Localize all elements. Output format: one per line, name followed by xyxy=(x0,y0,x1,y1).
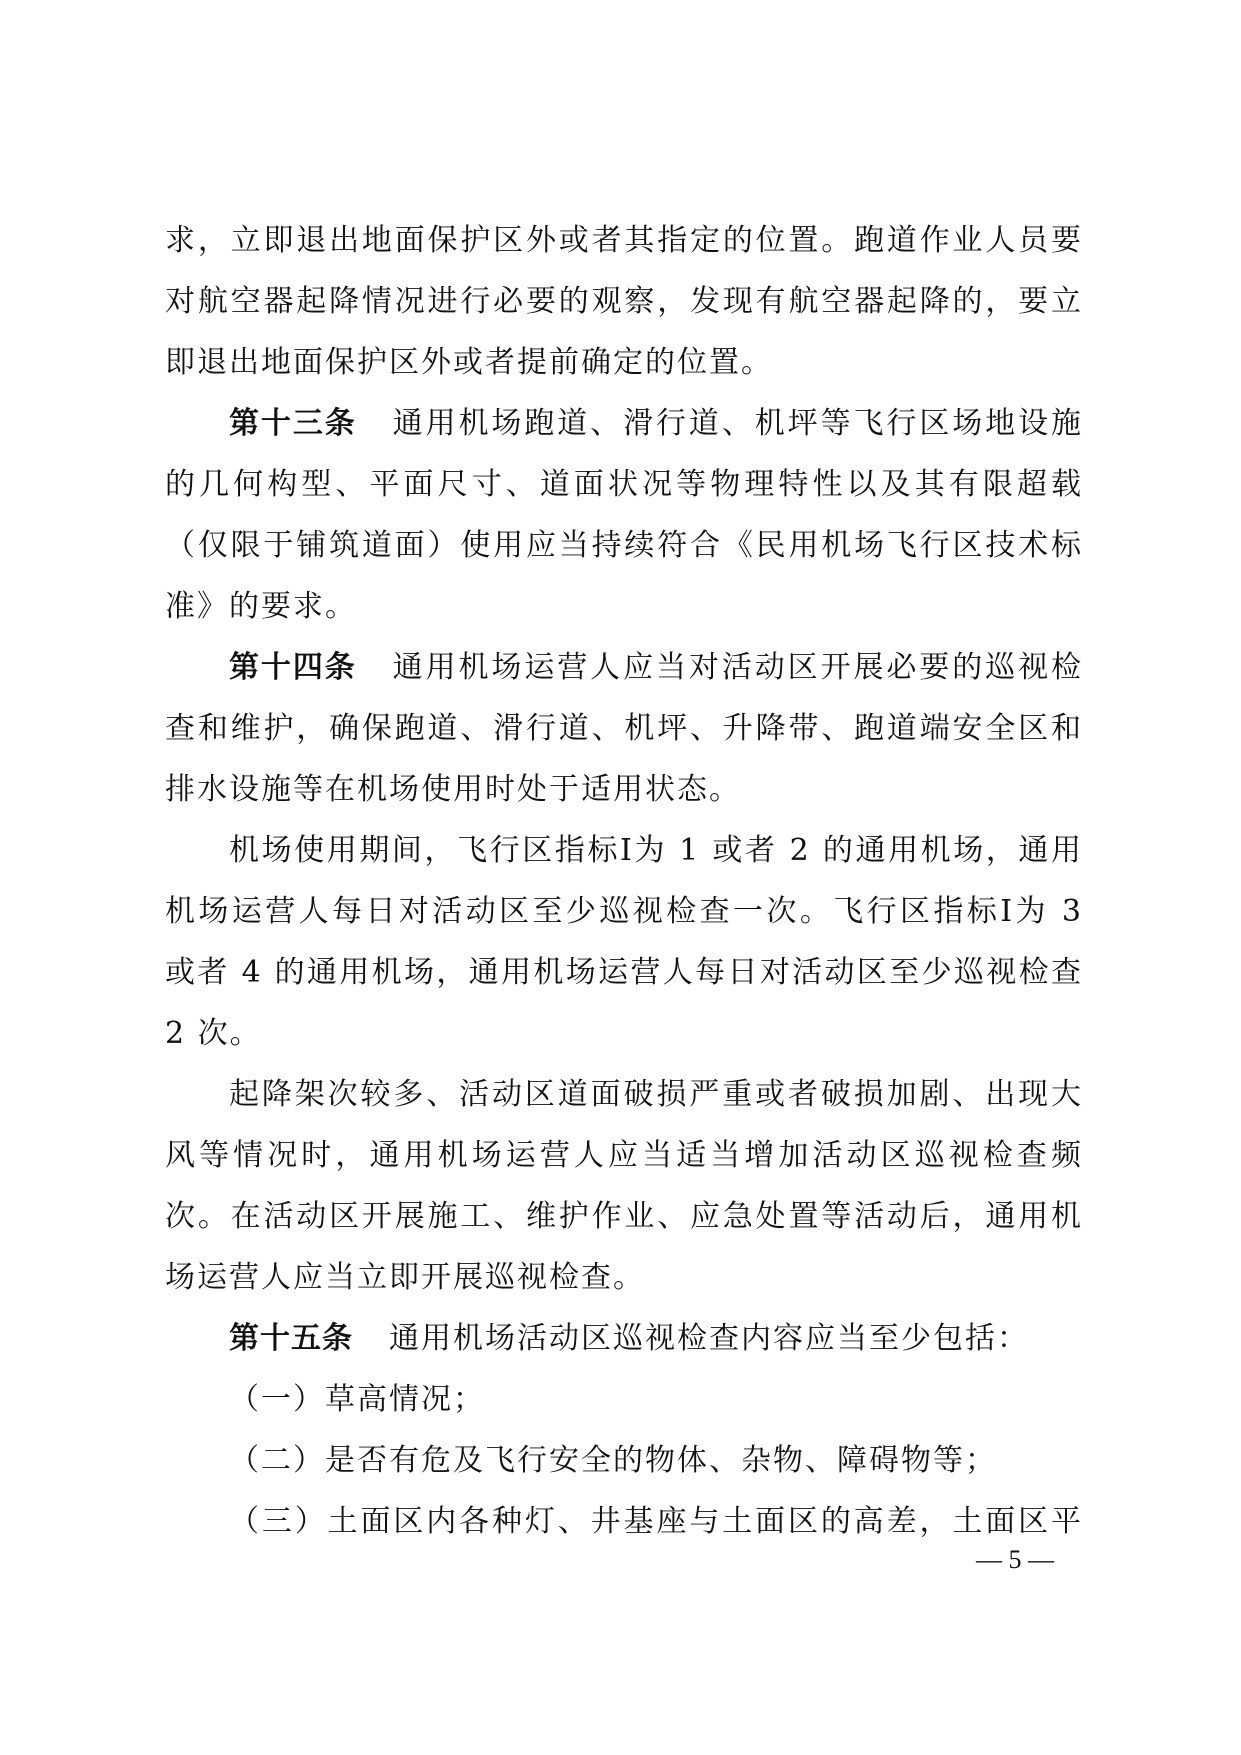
page-number: — 5 — xyxy=(976,1545,1054,1574)
article-14-heading: 第十四条 xyxy=(229,650,357,685)
text-segment: 通用机场运营人应当对活动区开展必要的巡视检 xyxy=(392,650,1084,685)
article-13-heading: 第十三条 xyxy=(229,406,357,441)
text-line: 排水设施等在机场使用时处于适用状态。 xyxy=(165,772,741,807)
list-item: （一）草高情况； xyxy=(229,1382,485,1417)
text-line: 风等情况时，通用机场运营人应当适当增加活动区巡视检查频 xyxy=(165,1138,1083,1173)
text-line: 求，立即退出地面保护区外或者其指定的位置。跑道作业人员要 xyxy=(165,223,1083,258)
text-line: 准》的要求。 xyxy=(165,589,357,624)
text-segment: 通用机场跑道、滑行道、机坪等飞行区场地设施 xyxy=(392,406,1084,441)
text-line: 机场运营人每日对活动区至少巡视检查一次。飞行区指标Ⅰ为 3 xyxy=(165,894,1083,929)
text-line: 2 次。 xyxy=(165,1016,262,1051)
text-line: 场运营人应当立即开展巡视检查。 xyxy=(165,1260,645,1295)
text-line: 或者 4 的通用机场，通用机场运营人每日对活动区至少巡视检查 xyxy=(165,955,1083,990)
list-item: （三）土面区内各种灯、井基座与土面区的高差，土面区平 xyxy=(229,1504,1083,1539)
article-15-line xyxy=(165,1308,1083,1369)
text-segment: 通用机场活动区巡视检查内容应当至少包括： xyxy=(389,1321,1029,1356)
text-line: 查和维护，确保跑道、滑行道、机坪、升降带、跑道端安全区和 xyxy=(165,711,1083,746)
text-line: 次。在活动区开展施工、维护作业、应急处置等活动后，通用机 xyxy=(165,1199,1083,1234)
article-15-heading: 第十五条 xyxy=(229,1321,353,1356)
text-line: 对航空器起降情况进行必要的观察，发现有航空器起降的，要立 xyxy=(165,284,1083,319)
list-item: （二）是否有危及飞行安全的物体、杂物、障碍物等； xyxy=(229,1443,997,1478)
text-line: 机场使用期间，飞行区指标Ⅰ为 1 或者 2 的通用机场，通用 xyxy=(229,833,1083,868)
text-line: （仅限于铺筑道面）使用应当持续符合《民用机场飞行区技术标 xyxy=(165,528,1083,563)
text-line: 的几何构型、平面尺寸、道面状况等物理特性以及其有限超载 xyxy=(165,467,1083,502)
article-14-line xyxy=(165,637,1083,698)
document-page xyxy=(165,210,1083,1552)
text-line: 即退出地面保护区外或者提前确定的位置。 xyxy=(165,345,773,380)
text-line: 起降架次较多、活动区道面破损严重或者破损加剧、出现大 xyxy=(229,1077,1083,1112)
article-13-line xyxy=(165,393,1083,454)
